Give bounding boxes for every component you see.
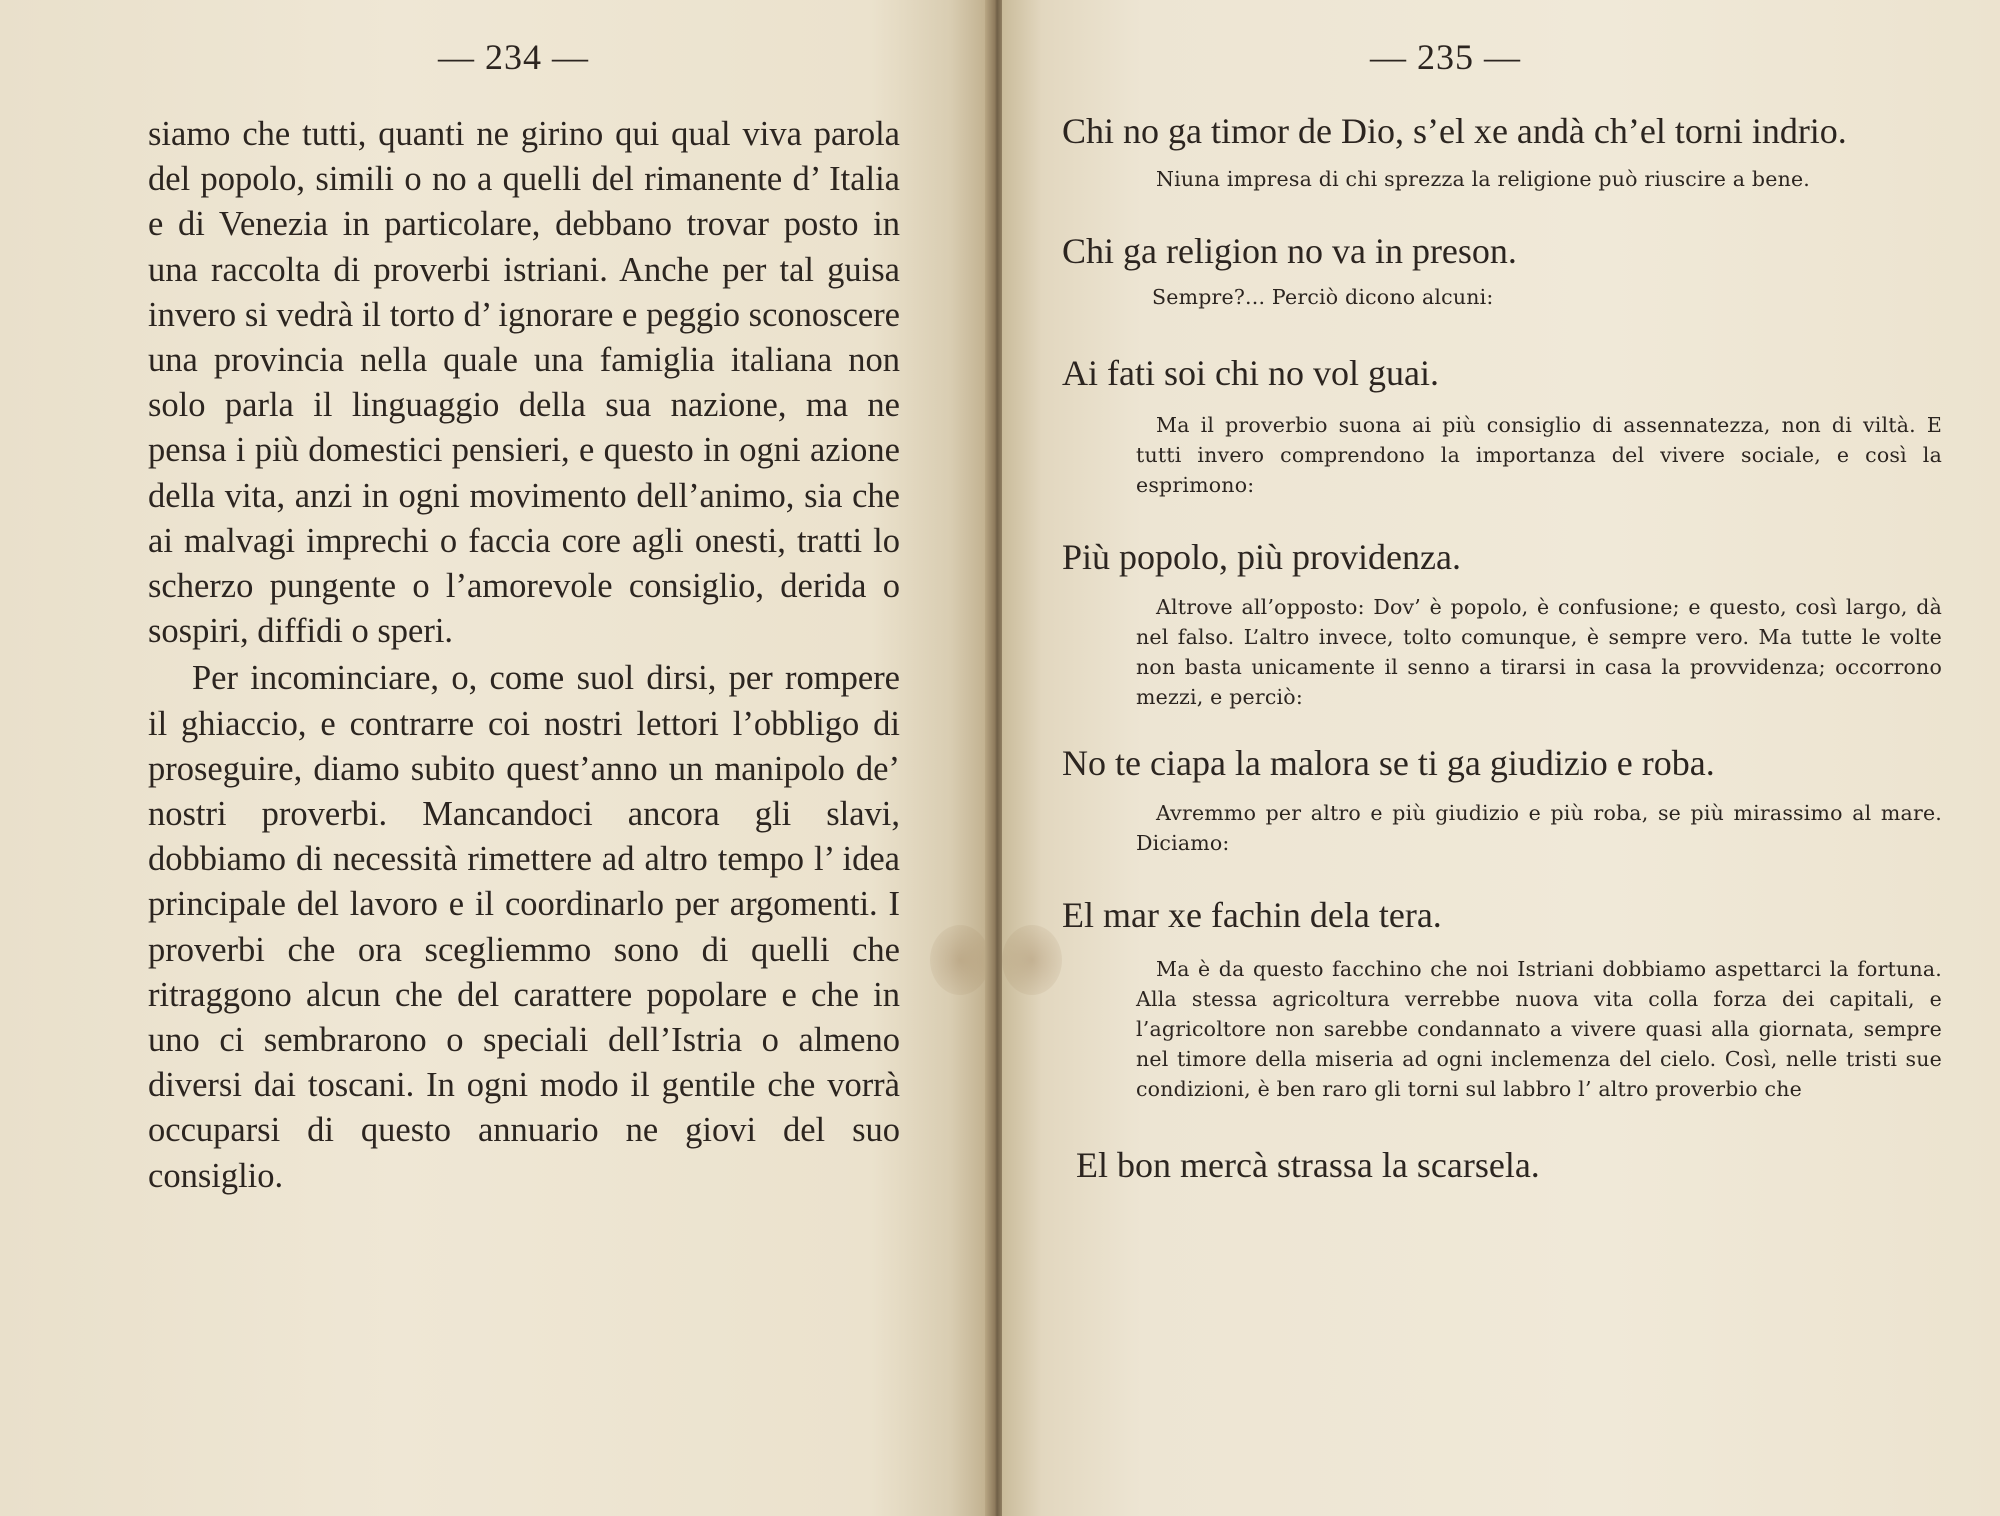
proverb-text: Chi no ga timor de Dio, s’el xe andà ch’el torni indrio. [1062, 111, 1847, 151]
proverb-entry [1062, 742, 1942, 858]
paragraph-1: siamo che tutti, quanti ne girino qui qual viva parola del popolo, simili o no a quelli del rimanente d’ Italia e di Venezia in particolare, debbano trovar posto in una raccolta di proverbi istriani. Anche per tal guisa invero si vedrà il torto d’ ignorare e peggio sconoscere una provincia nella quale una famiglia italiana non solo parla il linguaggio della sua nazione, ma ne pensa i più domestici pensieri, e questo in ogni azione della vita, anzi in ogni movimento dell’animo, sia che ai malvagi imprechi o faccia core agli onesti, tratti lo scherzo pungente o l’amorevole consiglio, derida o sospiri, diffidi o speri. [148, 115, 900, 651]
proverb-entry [1062, 352, 1942, 500]
proverb-entry [1062, 110, 1942, 194]
right-page [1002, 0, 2000, 1516]
paper-stain [930, 925, 990, 995]
proverb-entry [1062, 230, 1942, 312]
proverb-comment: Ma è da questo facchino che noi Istriani dobbiamo aspettarci la fortuna. Alla stessa agricoltura verrebbe nuova vita colla forza dei capitali, e l’agricoltore non sarebbe condannato a vivere quasi alla giornata, sempre nel timore della miseria ad ogni inclemenza del cielo. Così, nelle tristi sue condizioni, è ben raro gli torni sul labbro l’ altro proverbio che [1136, 957, 1942, 1101]
page-number-left: — 234 — [438, 37, 589, 77]
left-page [0, 0, 990, 1516]
proverb-comment: Sempre?... Perciò dicono alcuni: [1152, 285, 1494, 309]
proverb-comment: Niuna impresa di chi sprezza la religione può riuscire a bene. [1156, 167, 1811, 191]
paragraph-2: Per incominciare, o, come suol dirsi, per rompere il ghiaccio, e contrarre coi nostri lettori l’obbligo di proseguire, diamo subito quest’anno un manipolo de’ nostri proverbi. Mancandoci ancora gli slavi, dobbiamo di necessità rimettere ad altro tempo l’ idea principale del lavoro e il coordinarlo per argomenti. I proverbi che ora scegliemmo sono di quelli che ritraggono alcun che del carattere popolare e che in uno ci sembrarono o speciali dell’Istria o almeno diversi dai toscani. In ogni modo il gentile che vorrà occuparsi di questo annuario ne giovi del suo consiglio. [148, 659, 900, 1195]
proverb-comment: Altrove all’opposto: Dov’ è popolo, è confusione; e questo, così largo, dà nel falso. L’altro invece, tolto comunque, è sempre vero. Ma tutte le volte non basta unicamente il senno a tirarsi in casa la provvidenza; occorrono mezzi, e perciò: [1136, 595, 1942, 709]
paper-stain [1002, 925, 1062, 995]
page-number-right: — 235 — [1370, 37, 1521, 77]
proverb-text: Chi ga religion no va in preson. [1062, 231, 1517, 271]
proverb-entry [1062, 536, 1942, 712]
proverb-entry [1062, 894, 1942, 1104]
proverb-comment: Ma il proverbio suona ai più consiglio di assennatezza, non di viltà. E tutti invero comprendono la importanza del vivere sociale, e così la esprimono: [1136, 413, 1942, 497]
proverb-comment: Avremmo per altro e più giudizio e più roba, se più mirassimo al mare. Diciamo: [1136, 801, 1942, 855]
left-page-body [148, 112, 900, 1199]
proverb-text: Più popolo, più providenza. [1062, 537, 1461, 577]
proverb-entry [1062, 1144, 1942, 1186]
proverb-text: El bon mercà strassa la scarsela. [1076, 1145, 1540, 1185]
proverb-list [1062, 110, 1942, 1186]
proverb-text: No te ciapa la malora se ti ga giudizio e roba. [1062, 743, 1715, 783]
proverb-text: El mar xe fachin dela tera. [1062, 895, 1442, 935]
proverb-text: Ai fati soi chi no vol guai. [1062, 353, 1439, 393]
